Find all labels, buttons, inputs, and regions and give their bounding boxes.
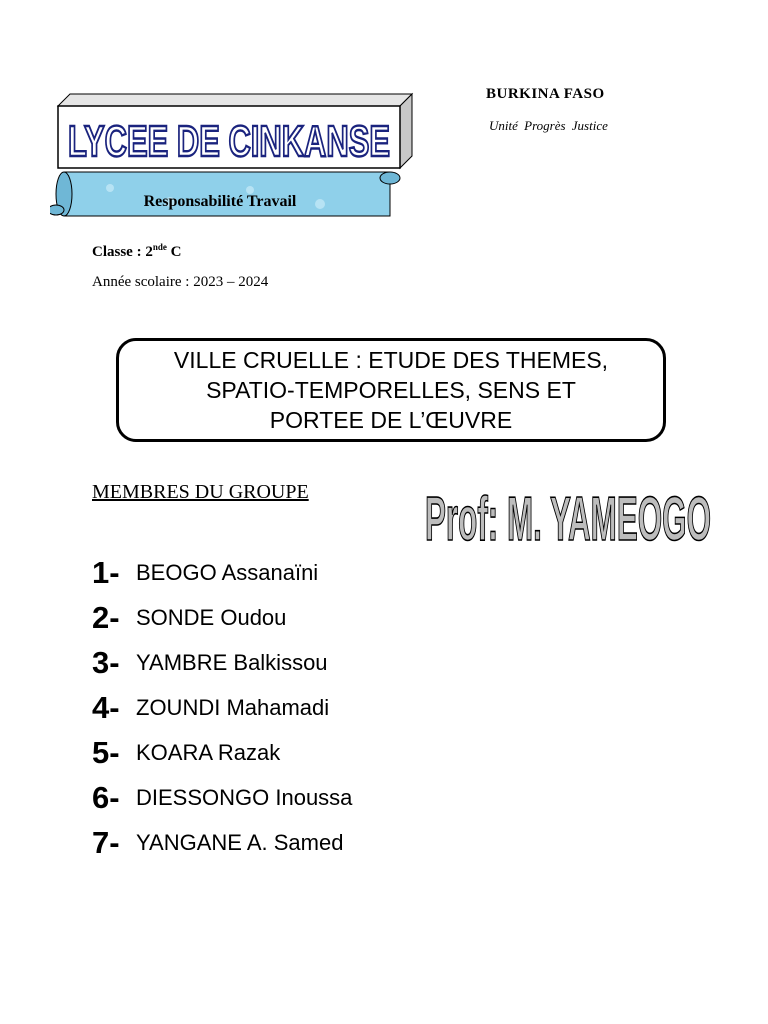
member-name: DIESSONGO Inoussa	[136, 784, 353, 810]
school-year: Année scolaire : 2023 – 2024	[92, 274, 269, 290]
member-item-2	[92, 595, 352, 640]
member-list	[92, 550, 352, 865]
logo-box	[58, 94, 412, 168]
member-number: 1-	[92, 554, 120, 590]
member-name: SONDE Oudou	[136, 604, 287, 630]
class-superscript: nde	[152, 242, 167, 252]
member-number: 6-	[92, 779, 120, 815]
class-line	[92, 242, 181, 261]
class-label: Classe : 2	[92, 244, 153, 260]
title-box	[116, 338, 666, 442]
member-item-5	[92, 730, 352, 775]
members-heading: MEMBRES DU GROUPE	[92, 481, 309, 503]
document-title	[131, 345, 651, 435]
member-item-4	[92, 685, 352, 730]
title-line-3: PORTEE DE L’ŒUVRE	[269, 407, 513, 433]
member-number: 3-	[92, 644, 120, 680]
member-number: 4-	[92, 689, 120, 725]
national-motto: Unité Progrès Justice	[489, 118, 608, 133]
logo-banner-text: Responsabilité Travail	[143, 193, 297, 210]
member-name: YAMBRE Balkissou	[136, 649, 328, 675]
member-name: KOARA Razak	[136, 739, 281, 765]
member-name: BEOGO Assanaïni	[136, 559, 319, 585]
member-name: ZOUNDI Mahamadi	[136, 694, 330, 720]
school-logo	[50, 92, 420, 222]
logo-banner	[50, 172, 400, 216]
title-line-1: VILLE CRUELLE : ETUDE DES THEMES,	[173, 347, 609, 373]
teacher-wordart	[418, 470, 718, 552]
country-name: BURKINA FASO	[486, 86, 605, 102]
member-item-3	[92, 640, 352, 685]
member-number: 2-	[92, 599, 120, 635]
member-item-1	[92, 550, 352, 595]
member-number: 7-	[92, 824, 120, 860]
title-line-2: SPATIO-TEMPORELLES, SENS ET	[206, 377, 576, 403]
member-number: 5-	[92, 734, 120, 770]
logo-school-name: LYCEE DE CINKANSE	[68, 117, 390, 166]
member-item-7	[92, 820, 352, 865]
member-item-6	[92, 775, 352, 820]
teacher-name: Prof: M. YAMEOGO	[425, 485, 711, 552]
class-suffix: C	[166, 244, 182, 260]
member-name: YANGANE A. Samed	[136, 829, 344, 855]
